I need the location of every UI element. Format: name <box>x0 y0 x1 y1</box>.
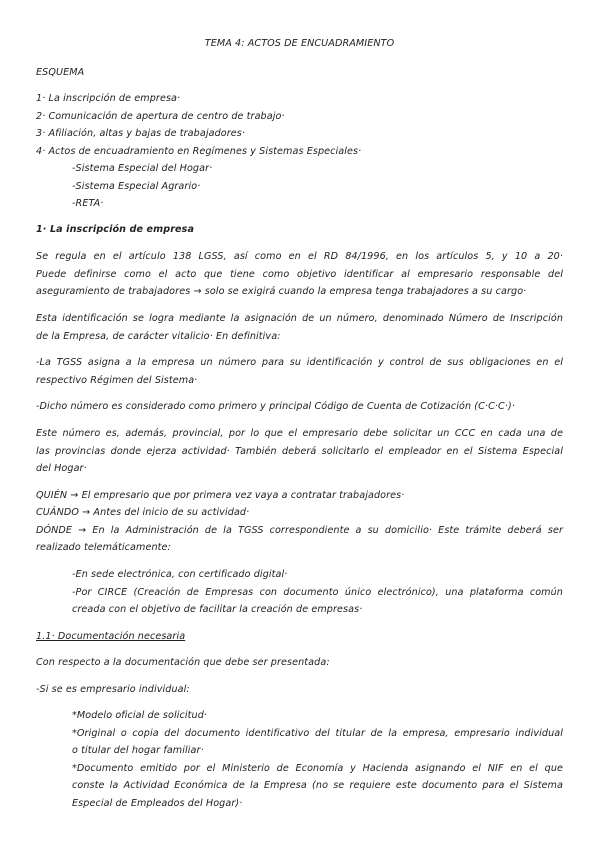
paragraph-3-line-1: -La TGSS asigna a la empresa un número para su identificación y control de sus obligaciones en el <box>36 357 563 368</box>
paragraph-1-line-2: Puede definirse como el acto que tiene como objetivo identificar al empresario responsable del <box>36 269 563 280</box>
paragraph-1-line-1: Se regula en el artículo 138 LGSS, así como en el RD 84/1996, en los artículos 5, y 10 a 20· <box>36 251 563 262</box>
paragraph-2-line-1: Esta identificación se logra mediante la asignación de un número, denominado Número de Inscripción <box>36 313 563 324</box>
doc-item-3-line-3: Especial de Empleados del Hogar)· <box>72 798 243 809</box>
paragraph-4: -Dicho número es considerado como primero y principal Código de Cuenta de Cotización (C·C·C·)· <box>36 401 515 412</box>
outline-item-4: 4· Actos de encuadramiento en Regímenes y Sistemas Especiales· <box>36 146 362 157</box>
cuando-line: CUÁNDO → Antes del inicio de su actividad· <box>36 507 250 518</box>
paragraph-3-line-2: respectivo Régimen del Sistema· <box>36 375 198 386</box>
via-sede-electronica: -En sede electrónica, con certificado digital· <box>72 569 288 580</box>
paragraph-5-line-2: las provincias donde ejerza actividad· También deberá solicitarlo el empleador en el Sistema Especial <box>36 446 563 457</box>
document-title: TEMA 4: ACTOS DE ENCUADRAMIENTO <box>204 38 395 49</box>
outline-item-2: 2· Comunicación de apertura de centro de trabajo· <box>36 111 285 122</box>
outline-item-1: 1· La inscripción de empresa· <box>36 93 181 104</box>
doc-item-3-line-2: conste la Actividad Económica de la Empresa (no se requiere este documento para el Sistema <box>72 780 563 791</box>
paragraph-7: -Si se es empresario individual: <box>36 684 190 695</box>
section-1-heading: 1· La inscripción de empresa <box>36 224 195 235</box>
paragraph-6: Con respecto a la documentación que debe ser presentada: <box>36 657 330 668</box>
doc-item-3-line-1: *Documento emitido por el Ministerio de Economía y Hacienda asignando el NIF en el que <box>72 763 563 774</box>
outline-subitem-2: -Sistema Especial Agrario· <box>72 181 201 192</box>
donde-line-2: realizado telemáticamente: <box>36 542 171 553</box>
via-circe-line-2: creada con el objetivo de facilitar la creación de empresas· <box>72 604 363 615</box>
donde-line-1: DÓNDE → En la Administración de la TGSS correspondiente a su domicilio· Este trámite deberá ser <box>36 525 563 536</box>
paragraph-2-line-2: de la Empresa, de carácter vitalicio· En definitiva: <box>36 331 281 342</box>
paragraph-1-line-3: aseguramiento de trabajadores → solo se exigirá cuando la empresa tenga trabajadores a su cargo· <box>36 286 527 297</box>
outline-subitem-1: -Sistema Especial del Hogar· <box>72 163 213 174</box>
via-circe-line-1: -Por CIRCE (Creación de Empresas con documento único electrónico), una plataforma común <box>72 587 563 598</box>
paragraph-5-line-3: del Hogar· <box>36 463 87 474</box>
doc-item-2-line-1: *Original o copia del documento identificativo del titular de la empresa, empresario individual <box>72 728 563 739</box>
paragraph-5-line-1: Este número es, además, provincial, por lo que el empresario debe solicitar un CCC en cada una de <box>36 428 563 439</box>
esquema-heading: ESQUEMA <box>36 67 85 78</box>
quien-line: QUIÉN → El empresario que por primera vez vaya a contratar trabajadores· <box>36 490 405 501</box>
doc-item-1: *Modelo oficial de solicitud· <box>72 710 208 721</box>
outline-subitem-3: -RETA· <box>72 198 104 209</box>
doc-item-2-line-2: o titular del hogar familiar· <box>72 745 204 756</box>
section-1-1-heading: 1.1· Documentación necesaria <box>36 631 186 642</box>
outline-item-3: 3· Afiliación, altas y bajas de trabajadores· <box>36 128 246 139</box>
